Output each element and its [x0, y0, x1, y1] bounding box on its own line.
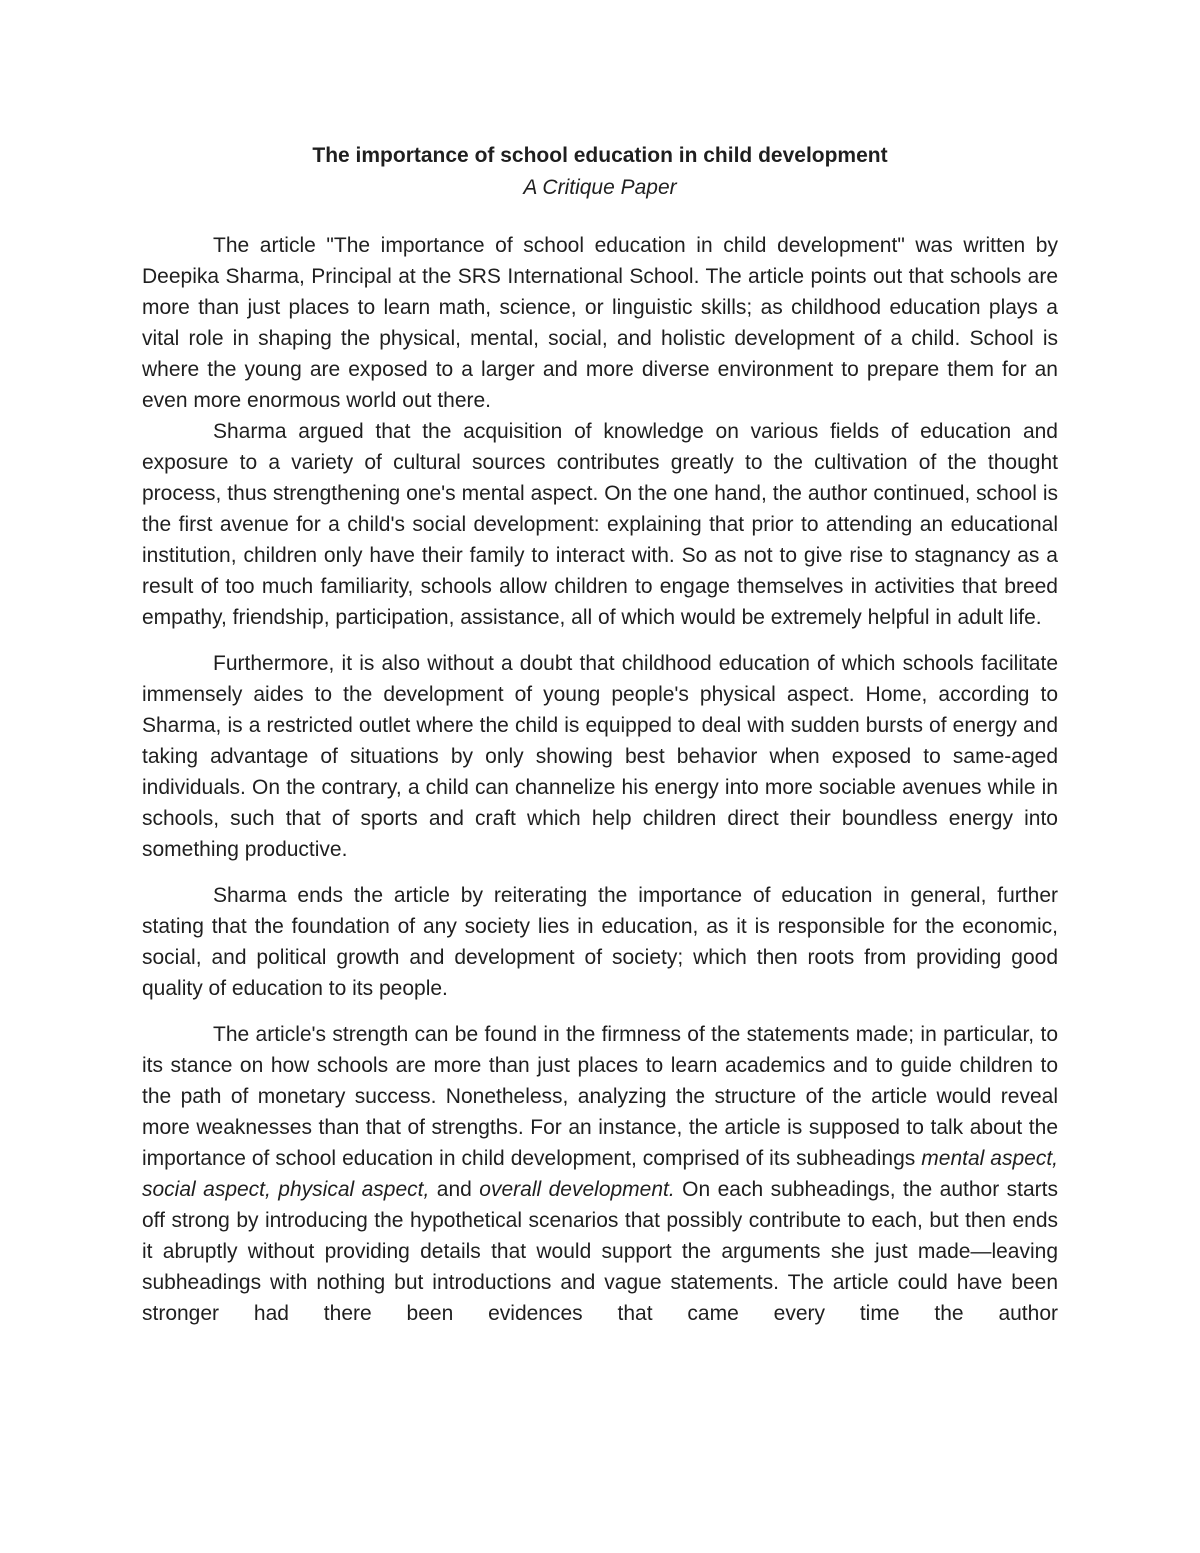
paragraph-5 [142, 1019, 1058, 1329]
document-title: The importance of school education in child development [312, 144, 888, 167]
paragraph-5-italic-2: overall development. [479, 1178, 675, 1201]
paragraph-2: Sharma argued that the acquisition of knowledge on various fields of education and exposure to a variety of cultural sources contributes greatly to the cultivation of the thought process, thus strengthening one's mental aspect. On the one hand, the author continued, school is the first avenue for a child's social development: explaining that prior to attending an educational institution, children only have their family to interact with. So as not to give rise to stagnancy as a result of too much familiarity, schools allow children to engage themselves in activities that breed empathy, friendship, participation, assistance, all of which would be extremely helpful in adult life. [142, 420, 1058, 629]
document-subtitle: A Critique Paper [523, 176, 677, 199]
paragraph-3: Furthermore, it is also without a doubt that childhood education of which schools facilitate immensely aides to the development of young people's physical aspect. Home, according to Sharma, is a restricted outlet where the child is equipped to deal with sudden bursts of energy and taking advantage of situations by only showing best behavior when exposed to same-aged individuals. On the contrary, a child can channelize his energy into more sociable avenues while in schools, such that of sports and craft which help children direct their boundless energy into something productive. [142, 652, 1058, 861]
paragraph-4: Sharma ends the article by reiterating the importance of education in general, further stating that the foundation of any society lies in education, as it is responsible for the economic, social, and political growth and development of society; which then roots from providing good quality of education to its people. [142, 884, 1058, 1000]
paragraph-5-text-1: The article's strength can be found in the firmness of the statements made; in particular, to its stance on how schools are more than just places to learn academics and to guide children to the path of monetary success. Nonetheless, analyzing the structure of the article would reveal more weaknesses than that of strengths. For an instance, the article is supposed to talk about the importance of school education in child development, comprised of its subheadings [142, 1023, 1058, 1170]
paragraph-5-text-2: and [429, 1178, 480, 1201]
paragraph-5-italic-1: mental aspect, social aspect, physical aspect, [142, 1147, 1059, 1201]
document-page [142, 140, 1058, 1329]
paragraph-5-text-3: On each subheadings, the author starts off strong by introducing the hypothetical scenarios that possibly contribute to each, but then ends it abruptly without providing details that would support the arguments she just made—leaving subheadings with nothing but introductions and vague statements. The article could have been stronger had there been evidences that came every time the author [142, 1178, 1058, 1325]
paragraph-1: The article "The importance of school education in child development" was written by Deepika Sharma, Principal at the SRS International School. The article points out that schools are more than just places to learn math, science, or linguistic skills; as childhood education plays a vital role in shaping the physical, mental, social, and holistic development of a child. School is where the young are exposed to a larger and more diverse environment to prepare them for an even more enormous world out there. [142, 234, 1058, 412]
